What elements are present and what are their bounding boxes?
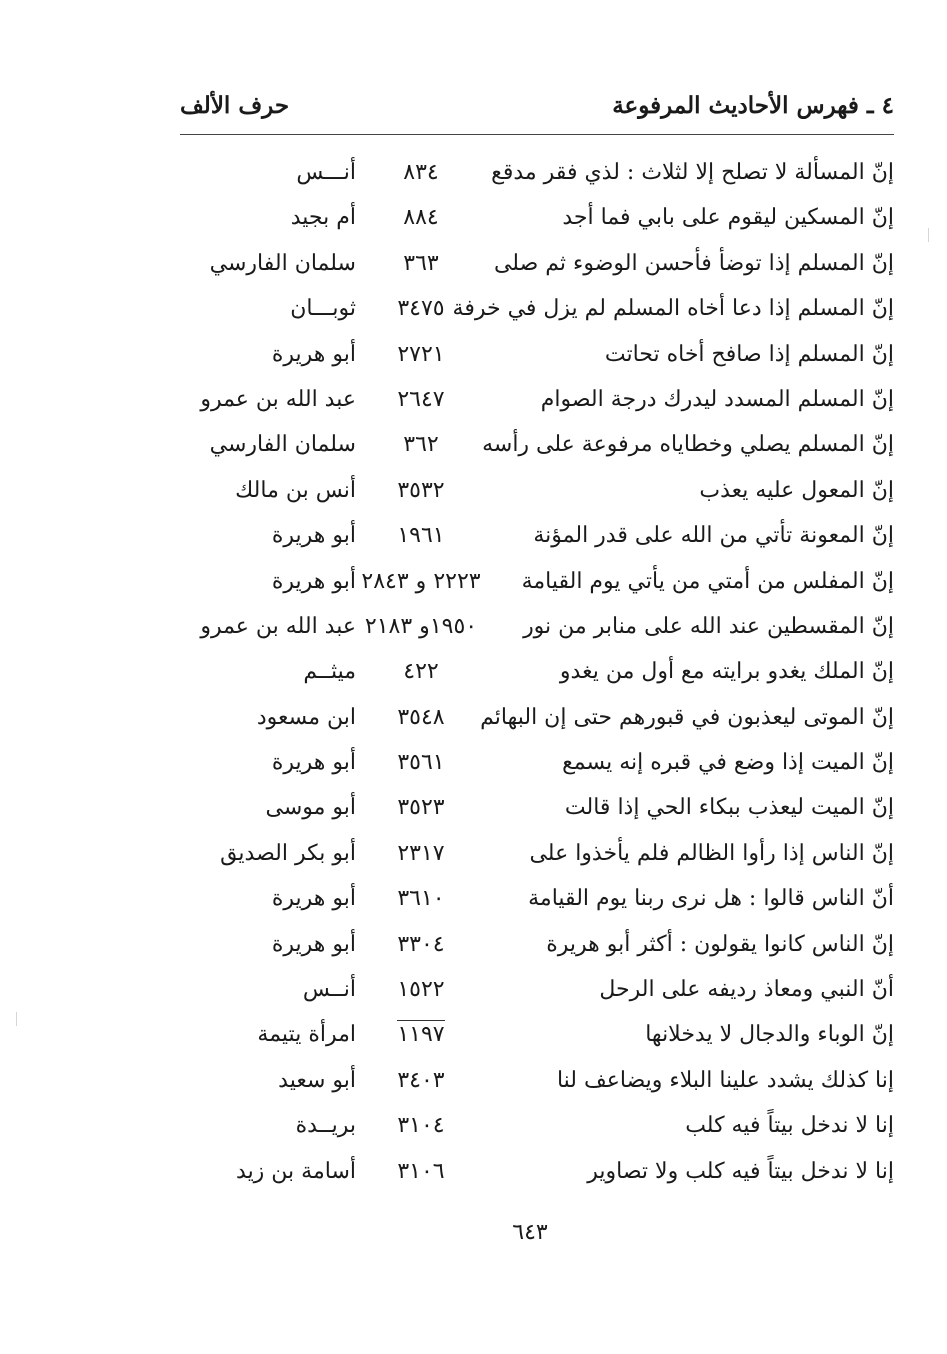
hadith-opening: إنّ المفلس من أمتي من يأتي يوم القيامة [521,568,894,594]
hadith-number: ٢٧٢١ [397,341,445,367]
hadith-opening: إنّ المعول عليه يعذب [699,477,894,503]
narrator-name: أبو هريرة [271,341,356,367]
narrator-name: أبو هريرة [271,886,356,912]
narrator-name: أنــس [302,977,356,1003]
hadith-number: ٣٥٤٨ [397,704,445,730]
hadith-opening: أنّ النبي ومعاذ رديفه على الرحل [599,977,894,1003]
hadith-opening: إنّ الناس إذا رأوا الظالم فلم يأخذوا على [529,840,894,866]
index-row [180,561,894,606]
index-row [180,1060,894,1105]
narrator-name: سلمان الفارسي [209,250,356,276]
hadith-number: ٣١٠٦ [397,1158,445,1184]
index-row [180,1151,894,1196]
hadith-number: ٣٤٧٥ [397,296,445,322]
narrator-name: ثوبـــان [290,296,356,322]
hadith-opening: إنا لا ندخل بيتاً فيه كلب ولا تصاوير [587,1158,894,1184]
narrator-name: عبد الله بن عمرو [200,386,356,412]
index-row [180,787,894,832]
hadith-opening: إنّ المسلم إذا توضأ فأحسن الوضوء ثم صلى [493,250,894,276]
letter-title: حرف الألف [180,92,290,119]
hadith-number-text: ١١٩٧ [397,1022,445,1048]
hadith-number: ٢٢٢٣ و ٢٨٤٣ [361,568,481,594]
narrator-name: أم بجيد [290,205,356,231]
narrator-name: ميثــم [303,659,356,685]
index-row [180,651,894,696]
hadith-opening: إنّ الوباء والدجال لا يدخلانها [645,1022,894,1048]
hadith-opening: إنّ المسلم المسدد ليدرك درجة الصوام [540,386,894,412]
index-row [180,379,894,424]
hadith-opening: إنّ الميت إذا وضع في قبره إنه يسمع [562,750,894,776]
hadith-number: ٤٢٢ [403,659,439,685]
index-row [180,697,894,742]
index-row [180,152,894,197]
hadith-number: ٢٦٤٧ [397,386,445,412]
narrator-name: بريــدة [295,1113,356,1139]
narrator-name: سلمان الفارسي [209,432,356,458]
index-row [180,1014,894,1059]
hadith-opening: إنّ الميت ليعذب ببكاء الحي إذا قالت [564,795,894,821]
narrator-name: أبو موسى [265,795,356,821]
hadith-opening: أنّ الناس قالوا : هل نرى ربنا يوم القيامة [528,886,894,912]
hadith-number: ٣١٠٤ [397,1113,445,1139]
index-row [180,742,894,787]
hadith-number: ٣٥٦١ [397,750,445,776]
hadith-number: ٢٣١٧ [397,840,445,866]
index-row [180,243,894,288]
hadith-opening: إنّ المقسطين عند الله على منابر من نور [523,613,894,639]
hadith-opening: إنّ المسلم يصلي وخطاياه مرفوعة على رأسه [482,432,894,458]
narrator-name: امرأة يتيمة [257,1022,356,1048]
page-header [180,92,894,128]
section-title: ٤ ـ فهرس الأحاديث المرفوعة [612,92,894,119]
index-row [180,515,894,560]
index-row [180,334,894,379]
hadith-opening: إنّ المسكين ليقوم على بابي فما أجد [562,205,894,231]
narrator-name: عبد الله بن عمرو [200,613,356,639]
narrator-name: أبو هريرة [271,750,356,776]
narrator-name: أنس بن مالك [235,477,356,503]
hadith-opening: إنّ المسألة لا تصلح إلا لثلاث : لذي فقر مدقع [491,160,894,185]
narrator-name: أسامة بن زيد [236,1158,356,1184]
header-rule [180,134,894,135]
index-row [180,833,894,878]
hadith-index-list [180,152,894,1196]
hadith-number: ١٩٦١ [397,523,445,549]
index-row [180,197,894,242]
hadith-opening: إنّ المعونة تأتي من الله على قدر المؤنة [533,523,894,549]
margin-mark [16,1012,17,1026]
hadith-number [346,1018,496,1052]
hadith-opening: إنّ المسلم إذا دعا أخاه المسلم لم يزل في خرفة [452,296,894,322]
hadith-number: ٨٣٤ [403,160,439,185]
index-row [180,1105,894,1150]
narrator-name: أبو سعيد [278,1067,356,1093]
index-row [180,288,894,333]
hadith-number: ١٩٥٠و ٢١٨٣ [364,613,478,639]
index-row [180,606,894,651]
narrator-name: أبو هريرة [271,523,356,549]
index-row [180,470,894,515]
hadith-number: ٣٦١٠ [397,886,445,912]
hadith-number: ٣٥٢٣ [397,795,445,821]
hadith-number: ٨٨٤ [403,205,439,231]
hadith-opening: إنّ الناس كانوا يقولون : أكثر أبو هريرة [546,931,894,957]
index-row [180,969,894,1014]
hadith-number: ٣٤٠٣ [397,1067,445,1093]
hadith-number: ٣٣٠٤ [397,931,445,957]
page-number: ٦٤٣ [512,1220,548,1245]
index-row [180,424,894,469]
margin-mark [928,228,929,242]
hadith-opening: إنا كذلك يشدد علينا البلاء ويضاعف لنا [556,1067,894,1093]
hadith-number: ١٥٢٢ [397,977,445,1003]
narrator-name: أبو هريرة [271,931,356,957]
hadith-opening: إنا لا ندخل بيتاً فيه كلب [685,1113,894,1139]
narrator-name: أنـــس [296,160,356,185]
narrator-name: أبو بكر الصديق [220,840,356,866]
hadith-number: ٣٦٣ [403,250,439,276]
narrator-name: أبو هريرة [271,568,356,594]
hadith-opening: إنّ الملك يغدو برايته مع أول من يغدو [559,659,894,685]
hadith-opening: إنّ المسلم إذا صافح أخاه تحاتت [604,341,894,367]
index-row [180,878,894,923]
hadith-number: ٣٦٢ [403,432,439,458]
hadith-opening: إنّ الموتى ليعذبون في قبورهم حتى إن البهائم [480,704,894,730]
hadith-number: ٣٥٣٢ [397,477,445,503]
index-row [180,924,894,969]
narrator-name: ابن مسعود [256,704,356,730]
